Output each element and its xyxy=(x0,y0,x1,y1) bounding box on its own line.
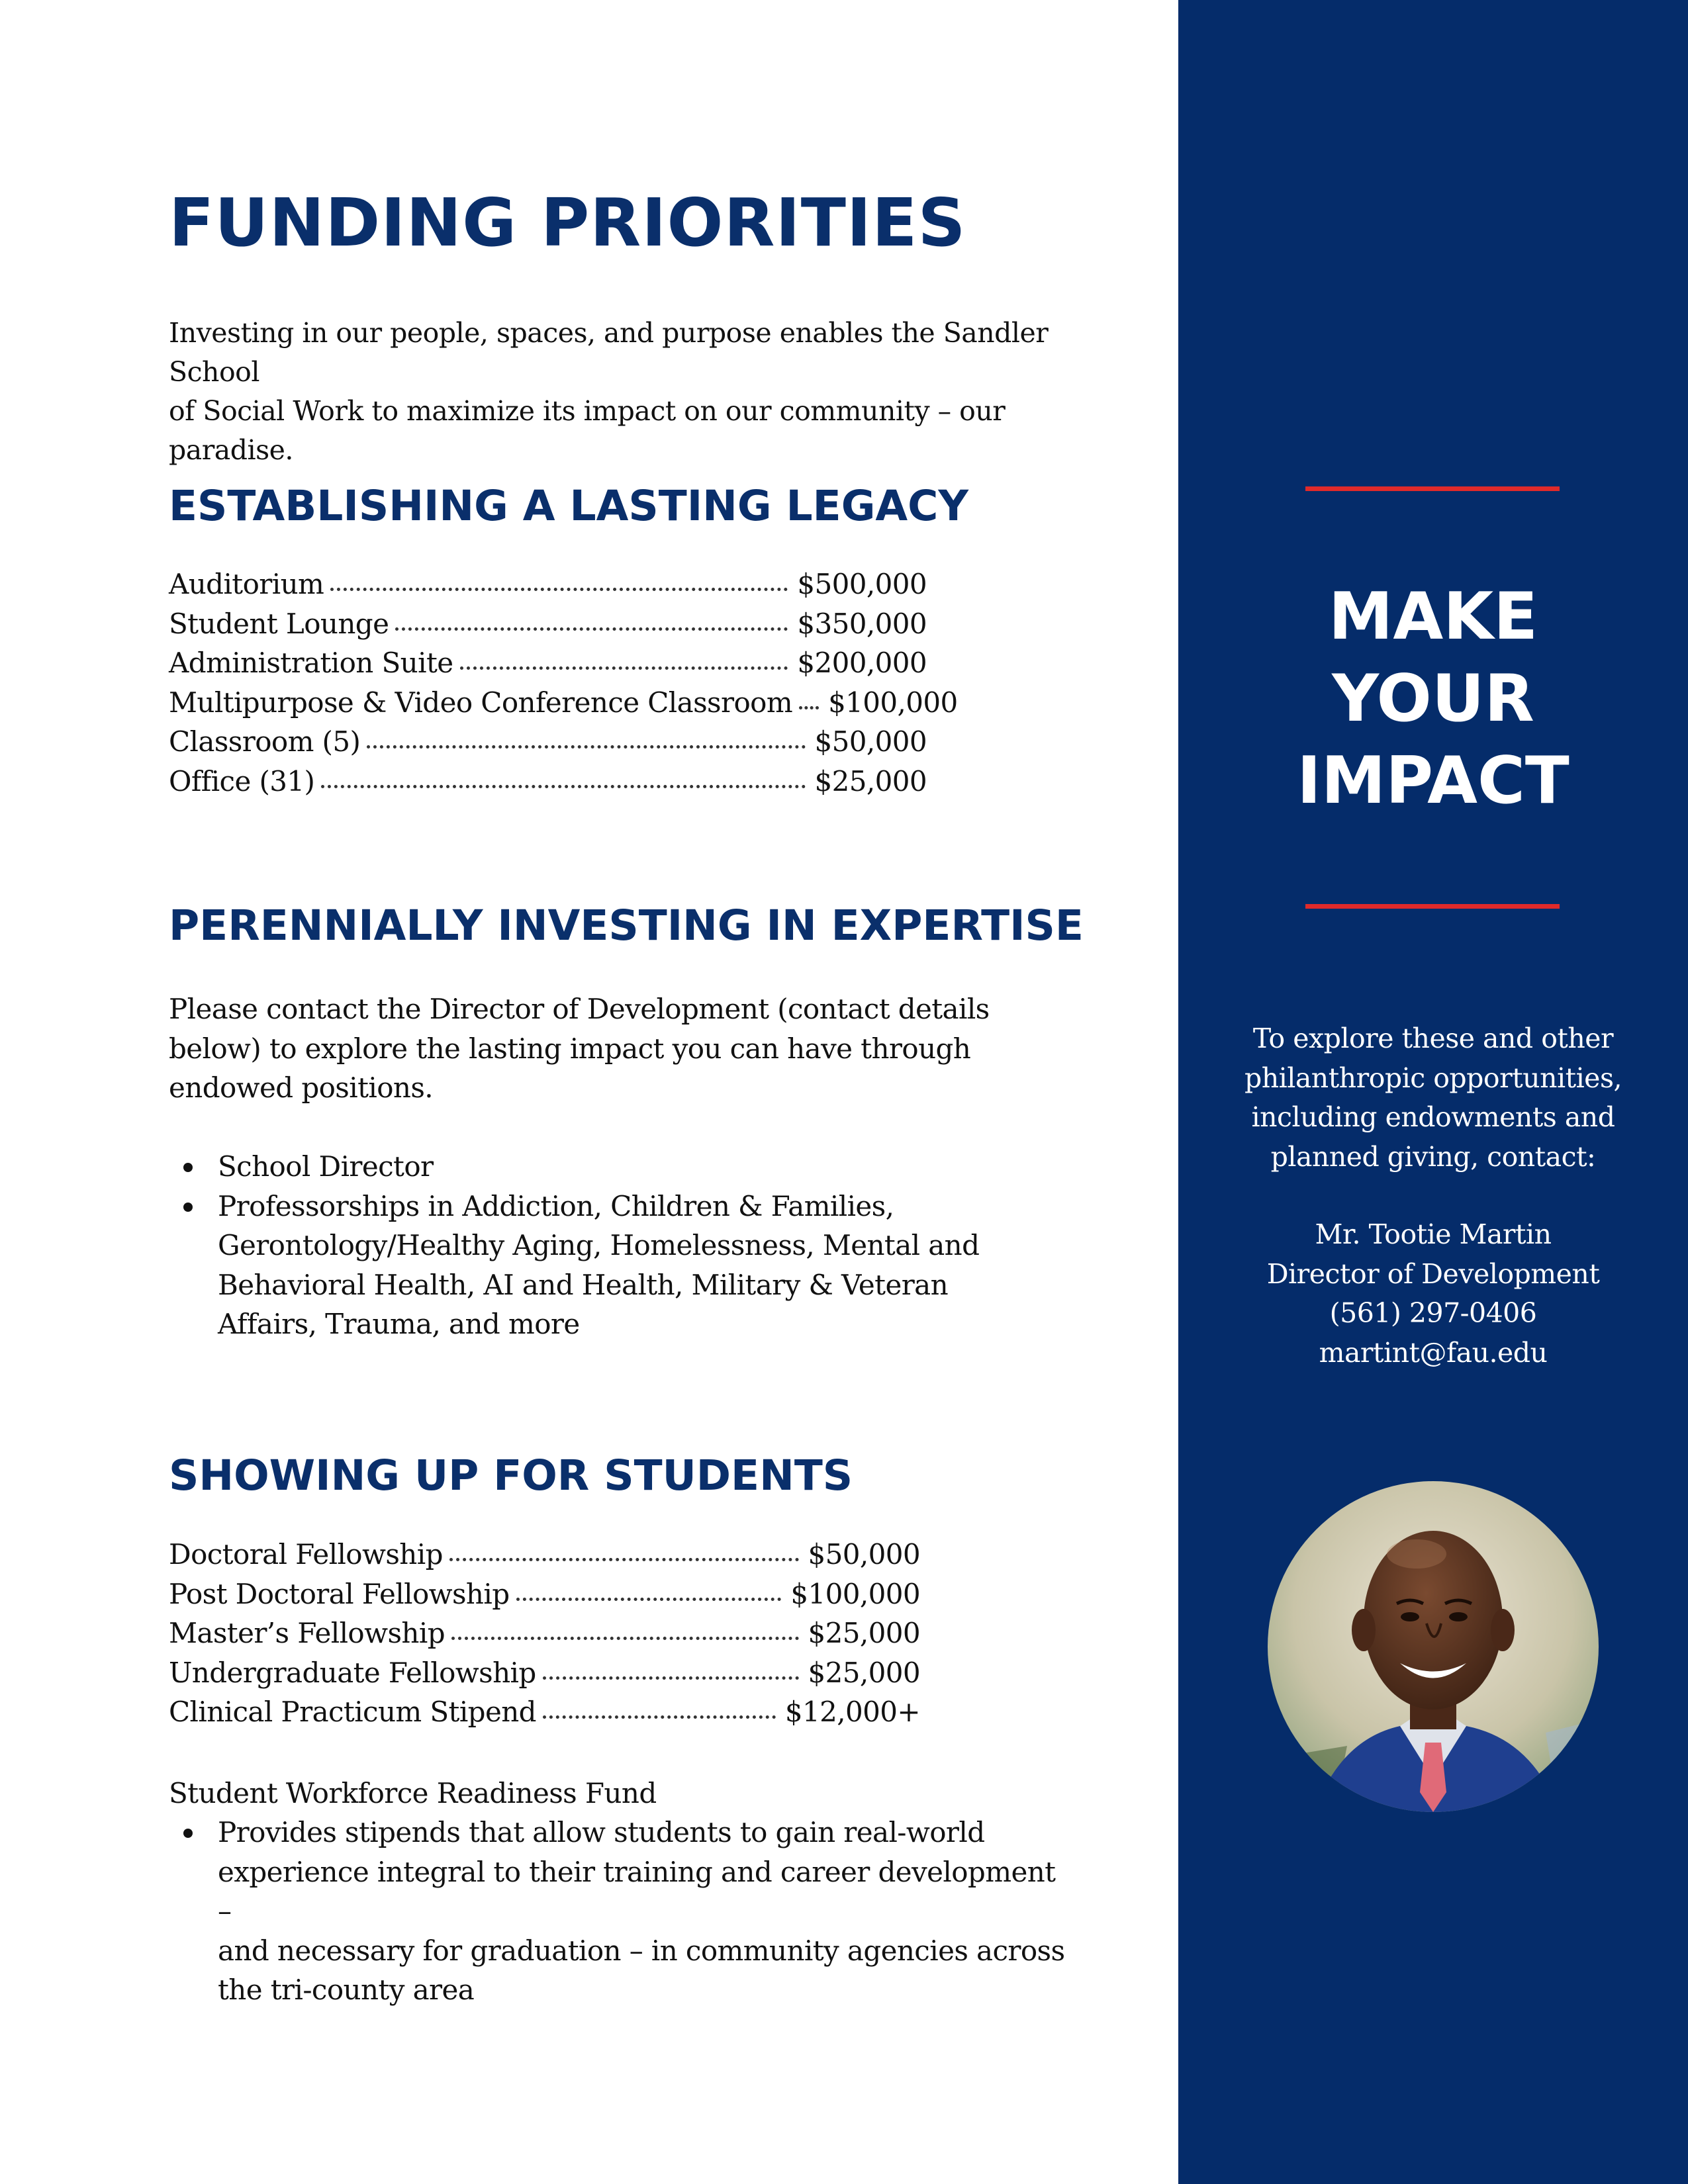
contact-phone[interactable]: (561) 297-0406 xyxy=(1329,1297,1537,1329)
item-label: Undergraduate Fellowship xyxy=(169,1656,536,1689)
price-row xyxy=(169,686,958,726)
expertise-heading: PERENNIALLY INVESTING IN EXPERTISE xyxy=(169,901,1084,950)
dot-leader xyxy=(460,666,788,670)
legacy-price-list xyxy=(169,568,958,804)
bullet-text: School Director xyxy=(218,1150,434,1183)
item-amount: $500,000 xyxy=(797,568,927,600)
bullet-text: Provides stipends that allow students to gain real-world xyxy=(218,1816,985,1848)
contact-email[interactable]: martint@fau.edu xyxy=(1319,1336,1548,1369)
readiness-bullet-list xyxy=(169,1813,1069,2010)
price-row xyxy=(169,1617,920,1657)
price-row xyxy=(169,725,927,765)
contact-intro-line: To explore these and other xyxy=(1252,1023,1614,1054)
item-amount: $350,000 xyxy=(797,607,927,640)
list-item xyxy=(169,1147,996,1187)
item-amount: $50,000 xyxy=(808,1538,920,1570)
list-item xyxy=(169,1813,1069,2010)
dot-leader xyxy=(367,745,805,749)
intro-line: Investing in our people, spaces, and purpose enables the Sandler School xyxy=(169,317,1049,388)
bullet-text: experience integral to their training and career development – xyxy=(218,1855,1056,1927)
item-label: Doctoral Fellowship xyxy=(169,1538,443,1570)
portrait-photo-icon xyxy=(1268,1481,1599,1812)
readiness-fund-title: Student Workforce Readiness Fund xyxy=(169,1777,657,1809)
item-label: Master’s Fellowship xyxy=(169,1617,445,1649)
dot-leader xyxy=(395,627,788,631)
item-label: Administration Suite xyxy=(169,647,453,679)
price-row xyxy=(169,647,927,686)
list-item xyxy=(169,1187,996,1344)
item-amount: $25,000 xyxy=(808,1656,920,1689)
item-amount: $100,000 xyxy=(790,1577,920,1610)
text-line: below) to explore the lasting impact you can have through xyxy=(169,1032,971,1065)
red-divider xyxy=(1305,904,1560,909)
dot-leader xyxy=(451,1637,799,1640)
item-label: Multipurpose & Video Conference Classroom xyxy=(169,686,793,719)
red-divider xyxy=(1305,486,1560,491)
bullet-icon xyxy=(183,1203,193,1212)
dot-leader xyxy=(799,706,819,709)
item-amount: $100,000 xyxy=(828,686,958,719)
students-price-list xyxy=(169,1538,920,1735)
item-amount: $25,000 xyxy=(814,764,927,797)
item-label: Office (31) xyxy=(169,764,315,797)
item-amount: $12,000+ xyxy=(784,1696,920,1728)
price-row xyxy=(169,608,927,647)
price-row xyxy=(169,1538,920,1578)
impact-title-line: YOUR xyxy=(1332,661,1534,737)
bullet-text: Behavioral Health, AI and Health, Military & Veteran xyxy=(218,1268,949,1301)
intro-line: of Social Work to maximize its impact on our community – our paradise. xyxy=(169,395,1006,466)
item-label: Clinical Practicum Stipend xyxy=(169,1696,536,1728)
price-row xyxy=(169,1657,920,1696)
students-heading: SHOWING UP FOR STUDENTS xyxy=(169,1451,853,1500)
price-row xyxy=(169,765,927,805)
item-label: Auditorium xyxy=(169,568,324,600)
dot-leader xyxy=(330,588,788,591)
impact-title-line: IMPACT xyxy=(1297,743,1570,819)
contact-title: Director of Development xyxy=(1266,1257,1600,1290)
contact-intro-line: planned giving, contact: xyxy=(1270,1140,1596,1173)
contact-intro-line: philanthropic opportunities, xyxy=(1244,1062,1622,1094)
price-row xyxy=(169,1578,920,1617)
contact-intro-line: including endowments and xyxy=(1251,1101,1615,1133)
bullet-text: and necessary for graduation – in community agencies across xyxy=(218,1934,1065,1967)
dot-leader xyxy=(516,1598,782,1601)
legacy-heading: ESTABLISHING A LASTING LEGACY xyxy=(169,482,969,530)
price-row xyxy=(169,568,927,608)
page-title: FUNDING PRIORITIES xyxy=(169,184,966,261)
bullet-text: Affairs, Trauma, and more xyxy=(218,1308,580,1340)
price-row xyxy=(169,1696,920,1735)
impact-title xyxy=(1178,576,1688,822)
expertise-paragraph xyxy=(169,989,996,1108)
bullet-icon xyxy=(183,1163,193,1172)
dot-leader xyxy=(449,1558,799,1561)
bullet-text: the tri-county area xyxy=(218,1974,475,2006)
text-line: endowed positions. xyxy=(169,1071,434,1104)
bullet-text: Professorships in Addiction, Children & Families, xyxy=(218,1189,894,1222)
text-line: Please contact the Director of Development (contact details xyxy=(169,993,990,1025)
contact-name: Mr. Tootie Martin xyxy=(1315,1218,1552,1250)
intro-paragraph xyxy=(169,314,1109,470)
impact-title-line: MAKE xyxy=(1328,579,1538,655)
bullet-text: Gerontology/Healthy Aging, Homelessness, Mental and xyxy=(218,1229,980,1261)
contact-intro xyxy=(1178,1019,1688,1177)
dot-leader xyxy=(543,1676,799,1680)
portrait-photo xyxy=(1268,1481,1599,1812)
contact-details xyxy=(1178,1215,1688,1373)
item-amount: $200,000 xyxy=(797,647,927,679)
item-label: Classroom (5) xyxy=(169,725,361,758)
item-amount: $50,000 xyxy=(814,725,927,758)
expertise-bullet-list xyxy=(169,1147,996,1344)
dot-leader xyxy=(543,1715,776,1719)
item-amount: $25,000 xyxy=(808,1617,920,1649)
bullet-icon xyxy=(183,1829,193,1838)
dot-leader xyxy=(321,785,805,788)
item-label: Post Doctoral Fellowship xyxy=(169,1577,510,1610)
item-label: Student Lounge xyxy=(169,607,389,640)
